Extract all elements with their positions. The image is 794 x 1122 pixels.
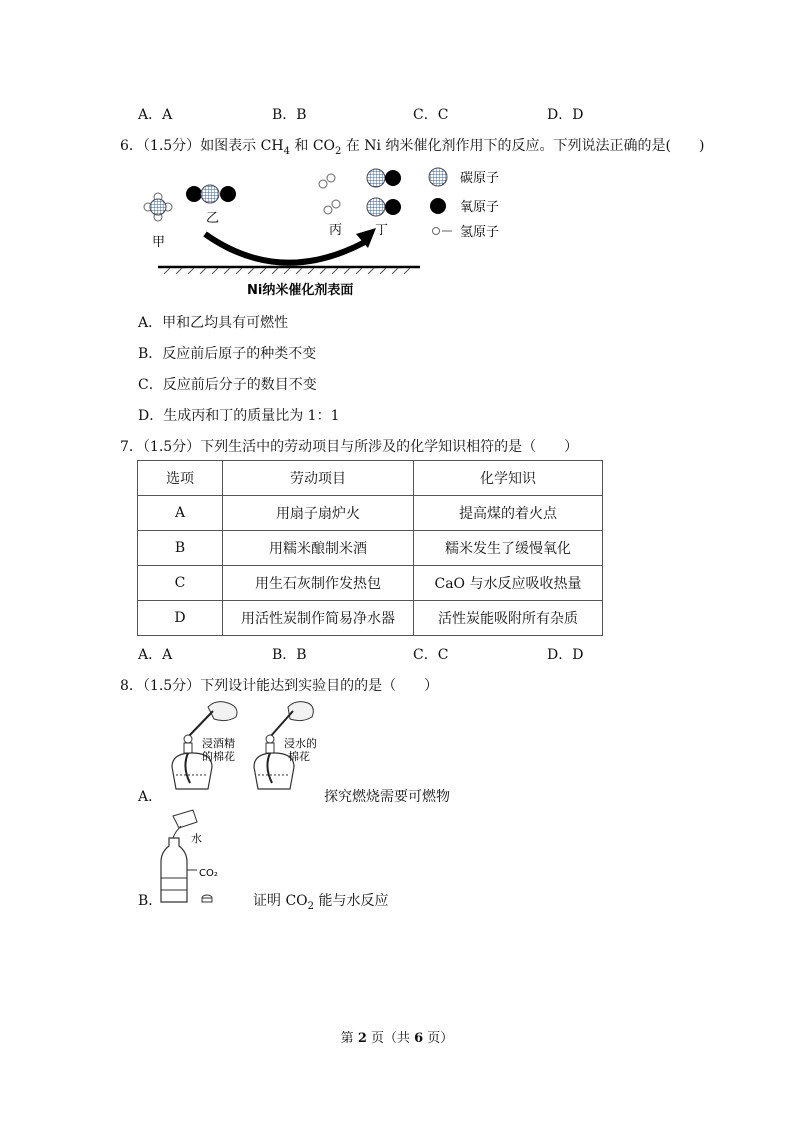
- hydrogen-legend-icon: [433, 228, 440, 235]
- surface-hatching: [164, 268, 410, 274]
- subscript: 2: [307, 900, 315, 912]
- table-cell: CaO 与水反应吸收热量: [414, 566, 603, 601]
- table-cell: B: [138, 531, 223, 566]
- label-alcohol-cotton-2: 的棉花: [202, 750, 235, 763]
- label-co2: CO₂: [199, 868, 218, 879]
- choice-text: 能与水反应: [314, 893, 389, 909]
- legend-carbon: 碳原子: [460, 171, 500, 186]
- q6-choice-c[interactable]: C．反应前后分子的数目不变: [138, 377, 317, 393]
- prev-option-b[interactable]: B．B: [272, 107, 307, 123]
- co2-bottle-experiment-image: [155, 808, 225, 906]
- stem-text: 在 Ni 纳米催化剂作用下的反应。下列说法正确的是( ): [341, 138, 705, 154]
- reaction-diagram: [130, 162, 530, 302]
- q6-choice-a[interactable]: A．甲和乙均具有可燃性: [138, 315, 289, 331]
- question-score: （1.5分）: [142, 439, 201, 455]
- header-option: 选项: [138, 461, 223, 496]
- question-7-stem: [120, 436, 578, 456]
- prev-option-c[interactable]: C．C: [413, 107, 449, 123]
- table-header-row: [138, 461, 603, 496]
- legend: [429, 168, 499, 240]
- table-cell: 用生石灰制作发热包: [223, 566, 414, 601]
- stem-text: 下列设计能达到实验目的的是（ ）: [200, 678, 439, 694]
- knowledge-table: [137, 460, 603, 636]
- total-pages: 6: [414, 1031, 424, 1046]
- q8-choice-b-label[interactable]: B．: [138, 893, 163, 909]
- question-number: 8．: [120, 678, 143, 694]
- question-score: （1.5分）: [142, 678, 201, 694]
- table-row: [138, 496, 603, 531]
- alcohol-lamp-experiment-image: [158, 697, 318, 797]
- oxygen-legend-icon: [430, 198, 446, 214]
- label-water-cotton-2: 棉花: [288, 750, 310, 763]
- footer-text: 页（共: [366, 1031, 415, 1046]
- table-cell: C: [138, 566, 223, 601]
- question-number: 6．: [120, 138, 143, 154]
- subscript: 4: [283, 145, 290, 157]
- q7-option-d[interactable]: D．D: [547, 647, 584, 663]
- header-labor: 劳动项目: [223, 461, 414, 496]
- label-yi: 乙: [206, 211, 220, 226]
- choice-text: 证明 CO: [253, 893, 308, 909]
- q7-option-a[interactable]: A．A: [138, 647, 173, 663]
- legend-hydrogen: 氢原子: [460, 225, 500, 240]
- surface-label: Ni纳米催化剂表面: [247, 283, 354, 298]
- label-ding: 丁: [375, 223, 389, 238]
- label-water-cotton: 浸水的: [284, 737, 317, 750]
- subscript: 2: [335, 145, 342, 157]
- ch4-molecule: [144, 193, 172, 221]
- question-score: （1.5分）: [142, 138, 201, 154]
- q7-option-b[interactable]: B．B: [272, 647, 307, 663]
- q8-choice-b-text: [253, 890, 388, 912]
- stem-text: 和 CO: [289, 138, 336, 154]
- question-8-stem: [120, 675, 438, 695]
- q8-choice-a-label[interactable]: A．: [138, 789, 163, 805]
- table-cell: A: [138, 496, 223, 531]
- label-jia: 甲: [152, 235, 166, 250]
- footer-text: 页）: [423, 1031, 454, 1046]
- table-cell: 用活性炭制作简易净水器: [223, 601, 414, 636]
- q6-choice-d[interactable]: D．生成丙和丁的质量比为 1：1: [138, 408, 340, 424]
- prev-option-a[interactable]: A．A: [138, 107, 173, 123]
- question-number: 7．: [120, 439, 143, 455]
- beaker-icon: [173, 810, 197, 828]
- question-6-stem: [120, 135, 704, 157]
- table-cell: 用糯米酿制米酒: [223, 531, 414, 566]
- footer-text: 第: [340, 1031, 358, 1046]
- stem-text: 下列生活中的劳动项目与所涉及的化学知识相符的是（ ）: [200, 439, 579, 455]
- legend-oxygen: 氧原子: [460, 200, 500, 215]
- header-knowledge: 化学知识: [414, 461, 603, 496]
- q7-option-c[interactable]: C．C: [413, 647, 449, 663]
- table-cell: D: [138, 601, 223, 636]
- table-cell: 提高煤的着火点: [414, 496, 603, 531]
- page-footer: [0, 1027, 794, 1046]
- table-cell: 用扇子扇炉火: [223, 496, 414, 531]
- prev-option-d[interactable]: D．D: [547, 107, 584, 123]
- label-alcohol-cotton: 浸酒精: [202, 737, 235, 750]
- tongs-icon: [188, 711, 213, 737]
- stem-text: 如图表示 CH: [200, 138, 284, 154]
- co-molecule: [367, 169, 401, 216]
- table-cell: 活性炭能吸附所有杂质: [414, 601, 603, 636]
- bottle-icon: [161, 838, 187, 902]
- q6-choice-b[interactable]: B．反应前后原子的种类不变: [138, 346, 317, 362]
- q8-choice-a-text: 探究燃烧需要可燃物: [324, 789, 450, 805]
- table-cell: 糯米发生了缓慢氧化: [414, 531, 603, 566]
- label-water: 水: [191, 832, 202, 845]
- carbon-legend-icon: [429, 168, 447, 186]
- page-number: 2: [357, 1031, 367, 1046]
- co2-molecule: [186, 185, 236, 203]
- label-bing: 丙: [329, 223, 343, 238]
- table-row: [138, 531, 603, 566]
- reaction-arrow: [205, 234, 365, 263]
- table-row: [138, 601, 603, 636]
- h2-molecule: [319, 174, 340, 214]
- table-row: [138, 566, 603, 601]
- tongs-icon: [270, 711, 293, 737]
